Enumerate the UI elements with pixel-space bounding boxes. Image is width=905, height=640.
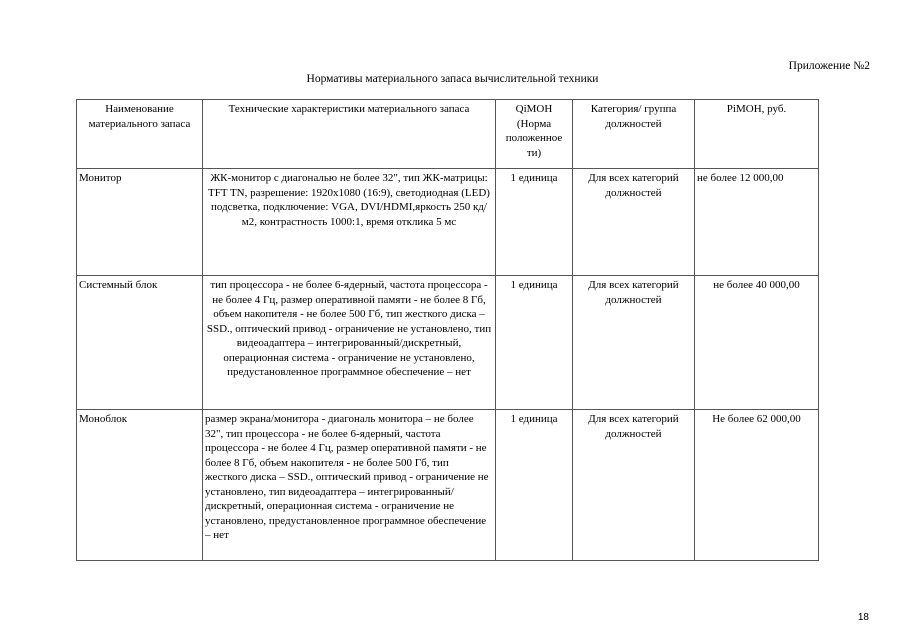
norms-table	[76, 99, 819, 561]
cell-price: не более 12 000,00	[695, 169, 819, 276]
cell-specs: размер экрана/монитора - диагональ монитора – не более 32", тип процессора - не более 6-ядерный, частота процессора - не более 4 Гц, размер оперативной памяти - не более 8 Гб, объем накопителя - не более 500 Гб, тип жесткого диска – SSD., оптический привод - ограничение не установлено, тип видеоадаптера – интегрированный/ дискретный, операционная система - ограничение не установлено, предустановленное программное обеспечение – нет	[203, 410, 496, 561]
cell-price: не более 40 000,00	[695, 276, 819, 410]
cell-name: Моноблок	[77, 410, 203, 561]
column-header-price: PiМОН, руб.	[695, 100, 819, 169]
cell-name: Монитор	[77, 169, 203, 276]
column-header-specs: Технические характеристики материального запаса	[203, 100, 496, 169]
table-header-row	[77, 100, 819, 169]
cell-quantity: 1 единица	[496, 276, 573, 410]
cell-quantity: 1 единица	[496, 169, 573, 276]
table-row	[77, 410, 819, 561]
page-number: 18	[857, 612, 869, 623]
cell-category: Для всех категорий должностей	[573, 410, 695, 561]
table-row	[77, 169, 819, 276]
cell-specs: ЖК-монитор с диагональю не более 32", тип ЖК-матрицы: TFT TN, разрешение: 1920x1080 (16:9), светодиодная (LED) подсветка, подключение: VGA, DVI/HDMI,яркость 250 кд/м2, контрастность 1000:1, время отклика 5 мс	[203, 169, 496, 276]
cell-category: Для всех категорий должностей	[573, 276, 695, 410]
cell-name: Системный блок	[77, 276, 203, 410]
table-row	[77, 276, 819, 410]
appendix-label: Приложение №2	[788, 60, 870, 72]
cell-price: Не более 62 000,00	[695, 410, 819, 561]
column-header-quantity: QiМОН (Норма положенное ти)	[496, 100, 573, 169]
column-header-name: Наименование материального запаса	[77, 100, 203, 169]
document-title: Нормативы материального запаса вычислительной техники	[306, 73, 599, 85]
cell-specs: тип процессора - не более 6-ядерный, частота процессора - не более 4 Гц, размер оперативной памяти - не более 8 Гб, объем накопителя - не более 500 Гб, тип жесткого диска – SSD., оптический привод - ограничение не установлено, тип видеоадаптера – интегрированный/дискретный, операционная система - ограничение не установлено, предустановленное программное обеспечение – нет	[203, 276, 496, 410]
column-header-category: Категория/ группа должностей	[573, 100, 695, 169]
cell-quantity: 1 единица	[496, 410, 573, 561]
cell-category: Для всех категорий должностей	[573, 169, 695, 276]
